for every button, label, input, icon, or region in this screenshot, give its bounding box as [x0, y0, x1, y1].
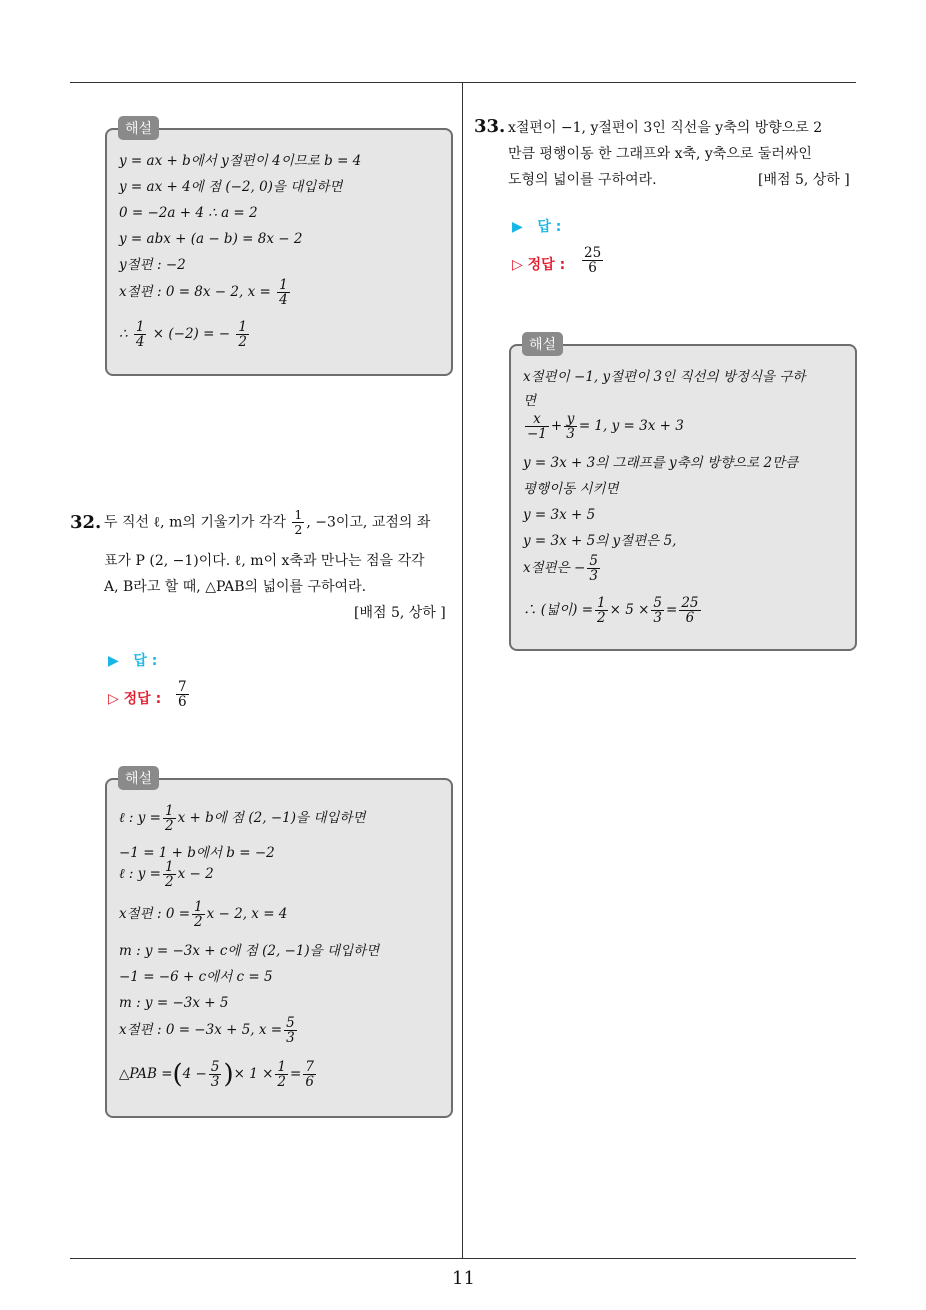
q32-text-line3: A, B라고 할 때, △PAB의 넓이를 구하여라. [104, 579, 367, 595]
q33-sol-line5: 평행이동 시키면 [523, 481, 619, 497]
top-rule [70, 82, 856, 83]
q32-sol-line6: −1 = −6 + c에서 c = 5 [119, 969, 273, 985]
q32-text-line1: 두 직선 ℓ, m의 기울기가 각각 $\frac{1}{2}$ , −3이고, 교점의 좌 [104, 507, 431, 537]
q32-solution-box [105, 778, 453, 1118]
q32-sol-line5: m : y = −3x + c에 점 (2, −1)을 대입하면 [119, 943, 380, 959]
q31-solution-tag: 해설 [118, 116, 159, 140]
q32-sol-line7: m : y = −3x + 5 [119, 995, 229, 1011]
q31-sol-line2: y = ax + 4에 점 (−2, 0)을 대입하면 [119, 179, 343, 195]
q33-solution-box [509, 344, 857, 651]
q32-correct-label: ▷ 정답 : [108, 691, 162, 707]
q33-sol-line8: x절편은 − $\frac{5}{3}$ [523, 553, 598, 584]
q33-sol-line4: y = 3x + 3의 그래프를 y축의 방향으로 2만큼 [523, 455, 799, 471]
q31-sol-line6: x절편 : 0 = 8x − 2, x = $\frac{1}{4}$ [119, 277, 288, 308]
q33-answer-label: ▶ 답 : [512, 219, 562, 235]
play-icon: ▶ [108, 653, 119, 669]
q32-correct-value: $\frac{7}{6}$ [178, 679, 187, 710]
q33-sol-line9: ∴ (넓이) = $\frac{1}{2}$ × 5 × $\frac{5}{3}$ = $\frac{25}{6}$ [523, 595, 699, 626]
q33-sol-line7: y = 3x + 5의 y절편은 5, [523, 533, 677, 549]
play-icon: ▶ [512, 219, 523, 235]
triangle-outline-icon: ▷ [512, 257, 523, 273]
page-number: 11 [452, 1268, 475, 1289]
column-divider [462, 82, 463, 1258]
q32-number: 32. [70, 512, 102, 533]
q33-sol-line3: $\frac{x}{-1}$ + $\frac{y}{3}$ = 1, y = 3x + 3 [527, 411, 684, 442]
q32-solution-tag: 해설 [118, 766, 159, 790]
q32-answer-label: ▶ 답 : [108, 653, 158, 669]
q32-sol-line8: x절편 : 0 = −3x + 5, x = $\frac{5}{3}$ [119, 1015, 295, 1046]
q33-text-line1: x절편이 −1, y절편이 3인 직선을 y축의 방향으로 2 [508, 120, 823, 136]
q32-sol-line9: △PAB =(4 − $\frac{5}{3}$ )× 1 × $\frac{1}{2}$ = $\frac{7}{6}$ [119, 1059, 314, 1090]
q32-text-line2: 표가 P (2, −1)이다. ℓ, m이 x축과 만나는 점을 각각 [104, 553, 425, 569]
q33-solution-tag: 해설 [522, 332, 563, 356]
bottom-rule [70, 1258, 856, 1259]
q33-text-line3: 도형의 넓이를 구하여라. [508, 172, 657, 188]
q33-sol-line6: y = 3x + 5 [523, 507, 596, 523]
q31-solution-box [105, 128, 453, 376]
q32-sol-line1: ℓ : y = $\frac{1}{2}$ x + b에 점 (2, −1)을 대입하면 [119, 803, 366, 834]
q33-number: 33. [474, 116, 506, 137]
triangle-outline-icon: ▷ [108, 691, 119, 707]
q33-correct-value: $\frac{25}{6}$ [584, 245, 602, 276]
q33-score: [배점 5, 상하 ] [758, 172, 850, 188]
q32-sol-line4: x절편 : 0 = $\frac{1}{2}$ x − 2, x = 4 [119, 899, 288, 930]
q33-correct-label: ▷ 정답 : [512, 257, 566, 273]
q33-text-line2: 만큼 평행이동 한 그래프와 x축, y축으로 둘러싸인 [508, 146, 812, 162]
q31-sol-line5: y절편 : −2 [119, 257, 186, 273]
q31-sol-line4: y = abx + (a − b) = 8x − 2 [119, 231, 303, 247]
q31-sol-line7: ∴ $\frac{1}{4}$ × (−2) = − $\frac{1}{2}$ [119, 319, 247, 350]
q33-sol-line1: x절편이 −1, y절편이 3인 직선의 방정식을 구하 [523, 369, 806, 385]
q31-sol-line3: 0 = −2a + 4 ∴ a = 2 [119, 205, 258, 221]
q33-sol-line2: 면 [523, 393, 537, 409]
q32-sol-line2: −1 = 1 + b에서 b = −2 [119, 845, 275, 861]
q31-sol-line1: y = ax + b에서 y절편이 4이므로 b = 4 [119, 153, 362, 169]
q32-score: [배점 5, 상하 ] [354, 605, 446, 621]
q32-sol-line3: ℓ : y = $\frac{1}{2}$ x − 2 [119, 859, 214, 890]
